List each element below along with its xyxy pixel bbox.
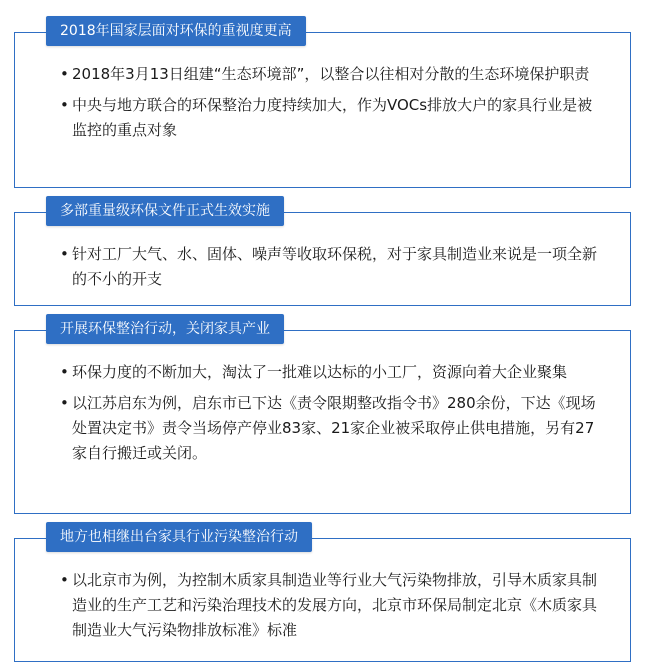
section-national-policy <box>14 16 631 188</box>
list-item: • 环保力度的不断加大，淘汰了一批难以达标的小工厂，资源向着大企业聚集 <box>60 360 603 385</box>
list-item: • 针对工厂大气、水、固体、噪声等收取环保税，对于家具制造业来说是一项全新的不小的开支 <box>60 242 603 292</box>
section-title: 开展环保整治行动，关闭家具产业 <box>46 314 284 344</box>
bullet-list <box>60 360 603 472</box>
list-item: • 以北京市为例，为控制木质家具制造业等行业大气污染物排放，引导木质家具制造业的生产工艺和污染治理技术的发展方向，北京市环保局制定北京《木质家具制造业大气污染物排放标准》标准 <box>60 568 603 643</box>
section-title: 多部重量级环保文件正式生效实施 <box>46 196 284 226</box>
list-item: • 以江苏启东为例，启东市已下达《责令限期整改指令书》280余份，下达《现场处置决定书》责令当场停产停业83家、21家企业被采取停止供电措施，另有27家自行搬迁或关闭。 <box>60 391 603 466</box>
section-regulations <box>14 196 631 306</box>
bullet-list <box>60 62 603 149</box>
section-rectification <box>14 314 631 514</box>
bullet-list <box>60 242 603 298</box>
list-item: • 中央与地方联合的环保整治力度持续加大，作为VOCs排放大户的家具行业是被监控的重点对象 <box>60 93 603 143</box>
section-title: 2018年国家层面对环保的重视度更高 <box>46 16 306 46</box>
section-local-actions <box>14 522 631 662</box>
list-item: • 2018年3月13日组建“生态环境部”，以整合以往相对分散的生态环境保护职责 <box>60 62 603 87</box>
bullet-list <box>60 568 603 649</box>
section-title: 地方也相继出台家具行业污染整治行动 <box>46 522 312 552</box>
